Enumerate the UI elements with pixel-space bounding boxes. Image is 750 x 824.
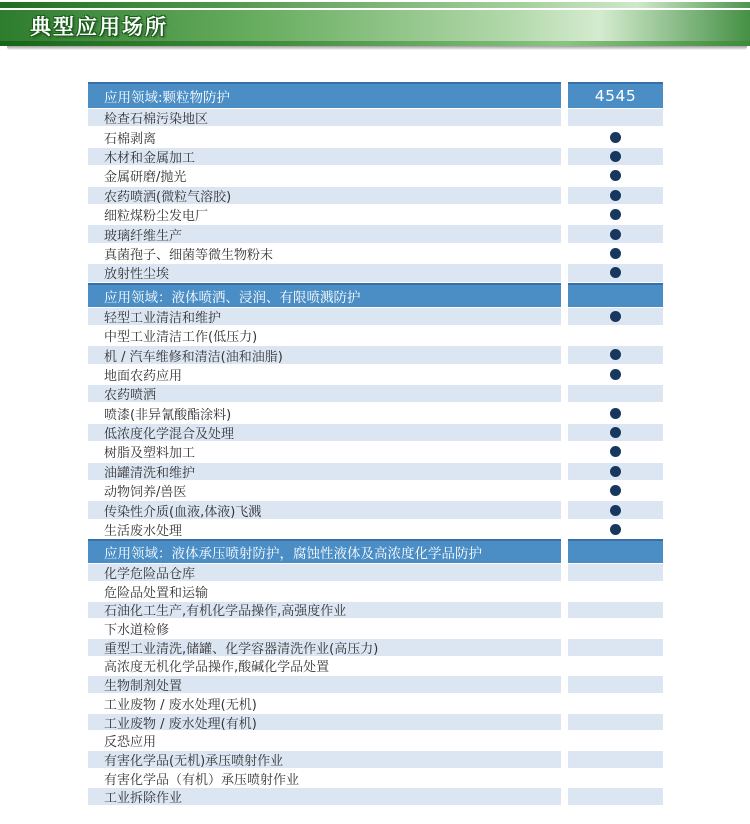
column-gap bbox=[561, 500, 568, 519]
column-gap bbox=[561, 563, 568, 582]
column-gap bbox=[561, 713, 568, 732]
applicability-cell bbox=[568, 127, 663, 146]
column-gap bbox=[561, 694, 568, 713]
application-label: 反恐应用 bbox=[104, 735, 157, 751]
applicability-cell bbox=[568, 423, 663, 442]
table-row bbox=[88, 442, 663, 461]
applicability-cell bbox=[568, 244, 663, 263]
section-header-row bbox=[88, 283, 663, 307]
applicability-cell bbox=[568, 384, 663, 403]
column-gap bbox=[561, 787, 568, 806]
section-banner bbox=[0, 0, 750, 50]
table-row bbox=[88, 563, 663, 582]
table-row bbox=[88, 731, 663, 750]
table-row bbox=[88, 403, 663, 422]
application-label: 下水道检修 bbox=[104, 623, 170, 638]
section-header-row bbox=[88, 539, 663, 563]
applicability-dot bbox=[610, 229, 621, 240]
application-label: 细粒煤粉尘发电厂 bbox=[104, 209, 209, 225]
column-gap bbox=[561, 675, 568, 694]
section-header-label: 应用领域：液体喷洒、浸润、有限喷溅防护 bbox=[88, 283, 561, 307]
application-label: 玻璃纤维生产 bbox=[88, 224, 561, 243]
applicability-cell bbox=[568, 365, 663, 384]
table-row bbox=[88, 423, 663, 442]
applicability-dot bbox=[610, 170, 621, 181]
applicability-cell bbox=[568, 769, 663, 788]
table-row bbox=[88, 750, 663, 769]
column-gap bbox=[561, 307, 568, 326]
banner-shadow bbox=[7, 46, 747, 50]
application-label: 真菌孢子、细菌等微生物粉末 bbox=[104, 247, 274, 263]
column-gap bbox=[561, 224, 568, 243]
application-label: 石油化工生产,有机化学品操作,高强度作业 bbox=[88, 601, 561, 620]
application-label: 检查石棉污染地区 bbox=[88, 108, 561, 127]
table-row bbox=[88, 657, 663, 676]
applicability-cell bbox=[568, 442, 663, 461]
table-row bbox=[88, 500, 663, 519]
column-gap bbox=[561, 147, 568, 166]
applicability-cell bbox=[568, 750, 663, 769]
column-gap bbox=[561, 601, 568, 620]
application-label: 木材和金属加工 bbox=[88, 147, 561, 166]
application-label: 传染性介质(血液,体液)飞溅 bbox=[88, 500, 561, 519]
applicability-cell bbox=[568, 147, 663, 166]
table-row bbox=[88, 108, 663, 127]
table-row bbox=[88, 619, 663, 638]
table-row bbox=[88, 787, 663, 806]
applicability-dot bbox=[610, 485, 621, 496]
applicability-cell bbox=[568, 345, 663, 364]
application-label: 危险品处置和运输 bbox=[104, 585, 209, 601]
application-label: 农药喷洒(微粒气溶胶) bbox=[88, 186, 561, 205]
applicability-cell bbox=[568, 731, 663, 750]
applicability-cell bbox=[568, 462, 663, 481]
application-label: 重型工业清洗,储罐、化学容器清洗作业(高压力) bbox=[88, 638, 561, 657]
applicability-cell bbox=[568, 619, 663, 638]
column-gap bbox=[561, 186, 568, 205]
application-label: 工业拆除作业 bbox=[88, 787, 561, 806]
applicability-cell bbox=[568, 520, 663, 539]
applicability-dot bbox=[610, 248, 621, 259]
table-row bbox=[88, 205, 663, 224]
applicability-dot bbox=[610, 132, 621, 143]
table-row bbox=[88, 462, 663, 481]
applicability-cell bbox=[568, 205, 663, 224]
applicability-dot bbox=[610, 505, 621, 516]
column-gap bbox=[561, 520, 568, 539]
applicability-dot bbox=[610, 369, 621, 380]
table-row bbox=[88, 769, 663, 788]
table-row bbox=[88, 345, 663, 364]
applicability-cell bbox=[568, 787, 663, 806]
application-label: 化学危险品仓库 bbox=[88, 563, 561, 582]
applicability-cell bbox=[568, 713, 663, 732]
column-gap bbox=[561, 638, 568, 657]
application-label: 农药喷洒 bbox=[88, 384, 561, 403]
application-label: 生物制剂处置 bbox=[88, 675, 561, 694]
table-row bbox=[88, 166, 663, 185]
applicability-cell bbox=[568, 675, 663, 694]
applicability-cell bbox=[568, 638, 663, 657]
column-gap bbox=[561, 365, 568, 384]
applicability-cell bbox=[568, 307, 663, 326]
applicability-cell bbox=[568, 108, 663, 127]
application-label: 树脂及塑料加工 bbox=[104, 446, 196, 462]
column-gap bbox=[561, 423, 568, 442]
application-label: 高浓度无机化学品操作,酸碱化学品处置 bbox=[104, 660, 330, 676]
applicability-cell bbox=[568, 601, 663, 620]
applicability-dot bbox=[610, 190, 621, 201]
application-label: 有害化学品（有机）承压喷射作业 bbox=[104, 772, 300, 788]
applicability-dot bbox=[610, 446, 621, 457]
table-row bbox=[88, 675, 663, 694]
table-row bbox=[88, 186, 663, 205]
table-row bbox=[88, 694, 663, 713]
column-gap bbox=[561, 283, 568, 307]
applicability-dot bbox=[610, 151, 621, 162]
table-row bbox=[88, 224, 663, 243]
column-gap bbox=[561, 82, 568, 108]
column-gap bbox=[561, 657, 568, 676]
column-gap bbox=[561, 263, 568, 282]
table-row bbox=[88, 638, 663, 657]
applicability-cell bbox=[568, 563, 663, 582]
applicability-cell bbox=[568, 657, 663, 676]
column-gap bbox=[561, 108, 568, 127]
column-gap bbox=[561, 205, 568, 224]
applicability-cell bbox=[568, 403, 663, 422]
product-code-cell bbox=[568, 283, 663, 307]
column-gap bbox=[561, 769, 568, 788]
applicability-cell bbox=[568, 694, 663, 713]
applicability-dot bbox=[610, 349, 621, 360]
application-label: 机 / 汽车维修和清洁(油和油脂) bbox=[88, 345, 561, 364]
application-label: 低浓度化学混合及处理 bbox=[88, 423, 561, 442]
table-row bbox=[88, 307, 663, 326]
product-code-cell: 4545 bbox=[568, 82, 663, 108]
applicability-cell bbox=[568, 166, 663, 185]
column-gap bbox=[561, 166, 568, 185]
table-row bbox=[88, 481, 663, 500]
applicability-dot bbox=[610, 311, 621, 322]
applicability-dot bbox=[610, 524, 621, 535]
column-gap bbox=[561, 582, 568, 601]
section-header-label: 应用领域：液体承压喷射防护，腐蚀性液体及高浓度化学品防护 bbox=[88, 539, 561, 563]
applicability-cell bbox=[568, 582, 663, 601]
table-row bbox=[88, 244, 663, 263]
application-label: 工业废物 / 废水处理(无机) bbox=[104, 697, 257, 713]
applicability-dot bbox=[610, 408, 621, 419]
table-row bbox=[88, 520, 663, 539]
table-section bbox=[88, 82, 663, 283]
table-row bbox=[88, 582, 663, 601]
table-row bbox=[88, 365, 663, 384]
column-gap bbox=[561, 462, 568, 481]
applicability-cell bbox=[568, 481, 663, 500]
table-row bbox=[88, 326, 663, 345]
page-title: 典型应用场所 bbox=[30, 14, 168, 39]
application-label: 工业废物 / 废水处理(有机) bbox=[88, 713, 561, 732]
application-label: 中型工业清洁工作(低压力) bbox=[104, 330, 258, 346]
application-label: 轻型工业清洁和维护 bbox=[88, 307, 561, 326]
table-section bbox=[88, 539, 663, 806]
column-gap bbox=[561, 326, 568, 345]
section-header-row bbox=[88, 82, 663, 108]
product-code-cell bbox=[568, 539, 663, 563]
applicability-dot bbox=[610, 209, 621, 220]
application-label: 有害化学品(无机)承压喷射作业 bbox=[88, 750, 561, 769]
column-gap bbox=[561, 127, 568, 146]
application-label: 石棉剥离 bbox=[104, 131, 157, 147]
table-row bbox=[88, 147, 663, 166]
application-table bbox=[88, 82, 663, 806]
table-row bbox=[88, 601, 663, 620]
column-gap bbox=[561, 345, 568, 364]
section-header-label: 应用领域:颗粒物防护 bbox=[88, 82, 561, 108]
table-section bbox=[88, 283, 663, 540]
applicability-dot bbox=[610, 466, 621, 477]
table-row bbox=[88, 384, 663, 403]
applicability-cell bbox=[568, 500, 663, 519]
banner-bar bbox=[0, 10, 750, 41]
application-label: 金属研磨/抛光 bbox=[104, 170, 187, 186]
application-label: 生活废水处理 bbox=[104, 524, 183, 539]
column-gap bbox=[561, 244, 568, 263]
column-gap bbox=[561, 750, 568, 769]
applicability-cell bbox=[568, 224, 663, 243]
column-gap bbox=[561, 731, 568, 750]
applicability-cell bbox=[568, 263, 663, 282]
applicability-cell bbox=[568, 326, 663, 345]
applicability-dot bbox=[610, 427, 621, 438]
column-gap bbox=[561, 619, 568, 638]
table-row bbox=[88, 713, 663, 732]
application-label: 放射性尘埃 bbox=[88, 263, 561, 282]
table-row bbox=[88, 127, 663, 146]
application-label: 地面农药应用 bbox=[104, 368, 183, 384]
column-gap bbox=[561, 442, 568, 461]
application-label: 动物饲养/兽医 bbox=[104, 485, 187, 501]
column-gap bbox=[561, 384, 568, 403]
column-gap bbox=[561, 539, 568, 563]
application-label: 喷漆(非异氰酸酯涂料) bbox=[104, 407, 232, 423]
applicability-dot bbox=[610, 267, 621, 278]
application-label: 油罐清洗和维护 bbox=[88, 462, 561, 481]
applicability-cell bbox=[568, 186, 663, 205]
column-gap bbox=[561, 481, 568, 500]
column-gap bbox=[561, 403, 568, 422]
table-row bbox=[88, 263, 663, 282]
